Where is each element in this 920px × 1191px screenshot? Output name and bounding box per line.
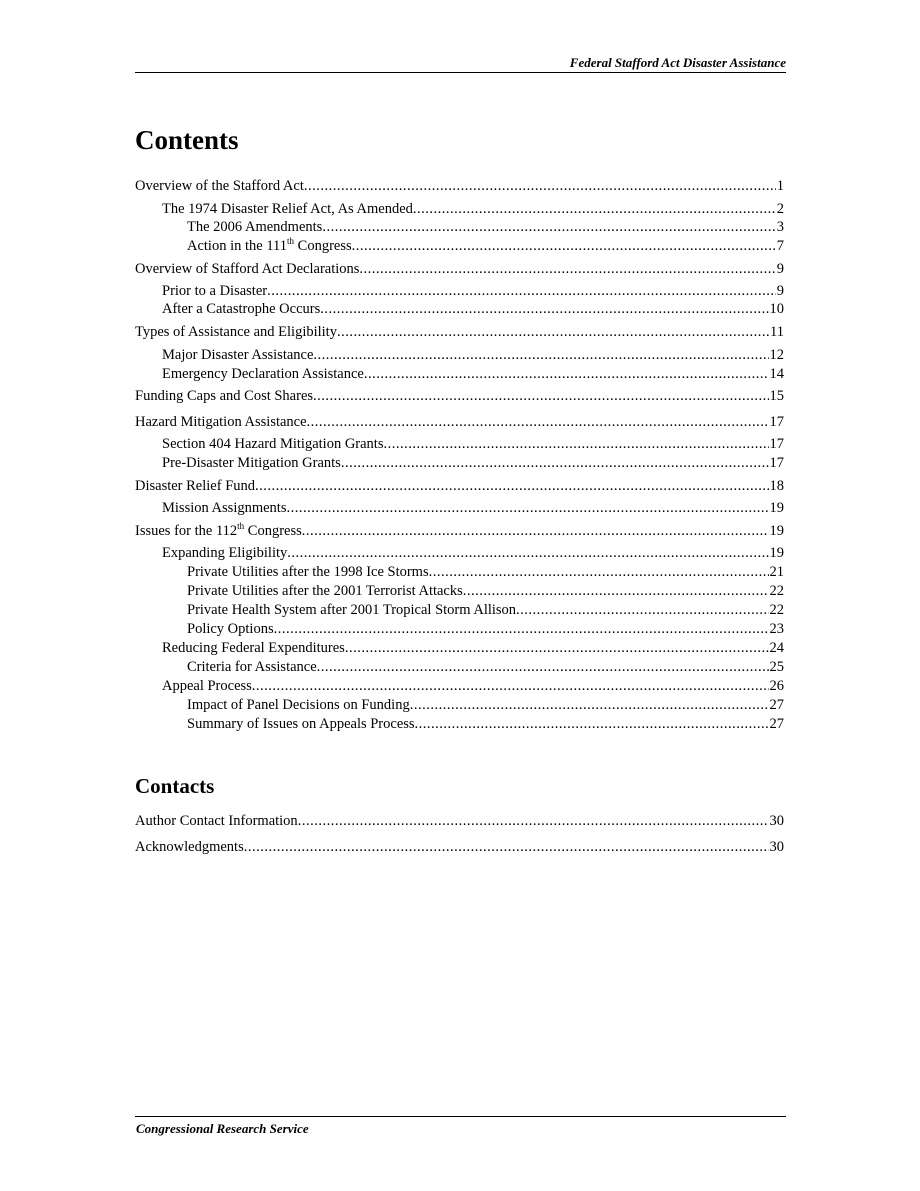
- footer-publisher: Congressional Research Service: [136, 1121, 309, 1136]
- toc-entry-title-rest: Congress: [294, 238, 352, 254]
- toc-entry-title: [135, 838, 244, 856]
- toc-entry[interactable]: [187, 563, 784, 581]
- toc-entry-title-text: Funding Caps and Cost Shares: [135, 388, 314, 404]
- toc-page-number: 27: [769, 697, 784, 713]
- toc-page-number: 10: [769, 301, 784, 317]
- contacts-heading: Contacts: [135, 774, 215, 798]
- toc-dot-leader: [286, 499, 768, 517]
- toc-entry-title-text: Overview of Stafford Act Declarations: [135, 261, 360, 277]
- toc-entry[interactable]: [187, 582, 784, 600]
- toc-dot-leader: [317, 658, 769, 676]
- toc-entry-title-text: Prior to a Disaster: [162, 283, 268, 299]
- toc-entry[interactable]: [187, 218, 784, 236]
- contents-heading: Contents: [135, 125, 239, 155]
- toc-page-number: 22: [769, 602, 784, 618]
- toc-entry-title-text: Issues for the 112: [135, 523, 238, 539]
- toc-page-number: 25: [769, 659, 784, 675]
- toc-entry[interactable]: [162, 435, 784, 453]
- toc-page-number: 12: [769, 347, 784, 363]
- toc-entry[interactable]: [162, 282, 784, 300]
- toc-entry[interactable]: [135, 413, 784, 431]
- toc-page-number: 9: [776, 283, 784, 299]
- toc-dot-leader: [274, 620, 769, 638]
- toc-entry-title-text: After a Catastrophe Occurs: [162, 301, 321, 317]
- toc-dot-leader: [516, 601, 768, 619]
- toc-entry-title: [162, 454, 341, 472]
- toc-entry-ordinal-suffix: th: [287, 237, 295, 247]
- toc-entry-title-text: Action in the 111: [187, 238, 288, 254]
- toc-dot-leader: [352, 237, 776, 255]
- toc-entry-title: [135, 477, 255, 495]
- toc-entry[interactable]: [187, 601, 784, 619]
- toc-page-number: 19: [769, 545, 784, 561]
- toc-entry-title-text: Summary of Issues on Appeals Process: [187, 716, 415, 732]
- toc-entry[interactable]: [135, 477, 784, 495]
- toc-entry-title-text: Section 404 Hazard Mitigation Grants: [162, 436, 384, 452]
- toc-entry-title: [162, 435, 383, 453]
- toc-entry-title-text: The 2006 Amendments: [187, 219, 323, 235]
- toc-entry-title-text: Private Utilities after the 1998 Ice Storms: [187, 564, 429, 580]
- toc-entry-title: [187, 658, 317, 676]
- toc-dot-leader: [320, 300, 768, 318]
- toc-page-number: 3: [776, 219, 784, 235]
- toc-dot-leader: [252, 677, 769, 695]
- toc-entry[interactable]: [135, 838, 784, 856]
- toc-entry-title: [187, 237, 352, 255]
- toc-entry-title: [187, 563, 429, 581]
- toc-entry[interactable]: [187, 696, 784, 714]
- toc-entry[interactable]: [187, 715, 784, 733]
- toc-entry-title: [187, 696, 410, 714]
- toc-page-number: 17: [769, 436, 784, 452]
- toc-entry-title-text: Overview of the Stafford Act: [135, 178, 304, 194]
- toc-entry-title: [162, 544, 287, 562]
- toc-page-number: 17: [769, 455, 784, 471]
- toc-dot-leader: [313, 387, 768, 405]
- toc-entry[interactable]: [135, 387, 784, 405]
- toc-dot-leader: [267, 282, 776, 300]
- toc-entry-title-text: Criteria for Assistance: [187, 659, 317, 675]
- toc-entry-title: [135, 522, 302, 540]
- toc-page-number: 19: [769, 500, 784, 516]
- toc-entry[interactable]: [135, 260, 784, 278]
- toc-entry-title-text: Hazard Mitigation Assistance: [135, 414, 307, 430]
- toc-dot-leader: [304, 177, 776, 195]
- toc-entry-title-text: Emergency Declaration Assistance: [162, 366, 364, 382]
- toc-page-number: 23: [769, 621, 784, 637]
- running-header-title: Federal Stafford Act Disaster Assistance: [569, 55, 786, 70]
- toc-entry[interactable]: [162, 544, 784, 562]
- toc-entry-title: [187, 715, 415, 733]
- running-header: [135, 56, 786, 73]
- toc-entry-title-text: Types of Assistance and Eligibility: [135, 324, 337, 340]
- toc-entry[interactable]: [162, 200, 784, 218]
- toc-dot-leader: [345, 639, 769, 657]
- toc-page-number: 14: [769, 366, 784, 382]
- toc-dot-leader: [383, 435, 768, 453]
- toc-entry[interactable]: [162, 499, 784, 517]
- toc-page-number: 21: [769, 564, 784, 580]
- toc-entry-title: [135, 260, 359, 278]
- toc-entry-title: [135, 323, 337, 341]
- toc-entry-title-text: Mission Assignments: [162, 500, 287, 516]
- toc-entry[interactable]: [135, 812, 784, 830]
- toc-entry[interactable]: [162, 677, 784, 695]
- toc-entry-ordinal-suffix: th: [237, 522, 245, 532]
- toc-entry[interactable]: [135, 323, 784, 341]
- toc-entry-title-text: Policy Options: [187, 621, 274, 637]
- toc-entry-title-text: Pre-Disaster Mitigation Grants: [162, 455, 341, 471]
- toc-page-number: 27: [769, 716, 784, 732]
- toc-dot-leader: [413, 200, 776, 218]
- toc-dot-leader: [415, 715, 769, 733]
- toc-entry-title: [135, 413, 307, 431]
- toc-entry[interactable]: [187, 620, 784, 638]
- toc-entry-title-text: Private Health System after 2001 Tropical Storm Allison: [187, 602, 517, 618]
- toc-dot-leader: [429, 563, 769, 581]
- toc-page-number: 1: [776, 178, 784, 194]
- toc-page-number: 2: [776, 201, 784, 217]
- toc-entry-title-text: Author Contact Information: [135, 813, 298, 829]
- toc-entry-title-text: Acknowledgments: [135, 839, 244, 855]
- toc-page-number: 9: [776, 261, 784, 277]
- toc-page-number: 24: [769, 640, 784, 656]
- toc-entry-title-text: Major Disaster Assistance: [162, 347, 314, 363]
- toc-entry-title-text: Impact of Panel Decisions on Funding: [187, 697, 410, 713]
- toc-entry-title-text: The 1974 Disaster Relief Act, As Amended: [162, 201, 413, 217]
- toc-entry-title-rest: Congress: [244, 523, 302, 539]
- toc-entry-title: [162, 365, 364, 383]
- toc-entry-title: [135, 387, 313, 405]
- toc-entry[interactable]: [187, 658, 784, 676]
- toc-page-number: 26: [769, 678, 784, 694]
- toc-entry-title-text: Disaster Relief Fund: [135, 478, 256, 494]
- toc-entry[interactable]: [162, 454, 784, 472]
- toc-entry-title: [162, 677, 252, 695]
- toc-page-number: 19: [769, 523, 784, 539]
- toc-entry[interactable]: [162, 365, 784, 383]
- toc-entry[interactable]: [187, 237, 784, 255]
- toc-page-number: 15: [769, 388, 784, 404]
- toc-entry-title-text: Expanding Eligibility: [162, 545, 288, 561]
- toc-dot-leader: [337, 323, 769, 341]
- toc-page-number: 22: [769, 583, 784, 599]
- toc-entry[interactable]: [162, 300, 784, 318]
- toc-entry-title: [187, 218, 322, 236]
- toc-entry-title: [162, 282, 267, 300]
- toc-entry-title: [162, 200, 413, 218]
- toc-entry-title: [162, 346, 313, 364]
- toc-entry-title: [162, 639, 345, 657]
- toc-page-number: 7: [776, 238, 784, 254]
- toc-page-number: 17: [769, 414, 784, 430]
- toc-entry-title: [162, 499, 286, 517]
- toc-page-number: 11: [770, 324, 784, 340]
- toc-dot-leader: [307, 413, 769, 431]
- toc-entry-title: [187, 620, 274, 638]
- toc-dot-leader: [322, 218, 775, 236]
- toc-dot-leader: [341, 454, 769, 472]
- toc-dot-leader: [463, 582, 769, 600]
- toc-entry-title: [162, 300, 320, 318]
- toc-dot-leader: [255, 477, 768, 495]
- toc-page-number: 30: [769, 839, 784, 855]
- toc-dot-leader: [313, 346, 768, 364]
- running-footer: [135, 1116, 786, 1136]
- toc-dot-leader: [244, 838, 769, 856]
- toc-entry-title-text: Private Utilities after the 2001 Terrorist Attacks: [187, 583, 463, 599]
- toc-entry-title: [187, 601, 516, 619]
- toc-entry[interactable]: [162, 346, 784, 364]
- toc-dot-leader: [364, 365, 769, 383]
- toc-page-number: 18: [769, 478, 784, 494]
- toc-dot-leader: [410, 696, 769, 714]
- toc-entry[interactable]: [135, 177, 784, 195]
- toc-dot-leader: [298, 812, 769, 830]
- toc-entry-title-text: Appeal Process: [162, 678, 252, 694]
- toc-entry[interactable]: [162, 639, 784, 657]
- toc-entry-title: [135, 177, 304, 195]
- toc-page-number: 30: [769, 813, 784, 829]
- toc-entry-title-text: Reducing Federal Expenditures: [162, 640, 345, 656]
- toc-dot-leader: [359, 260, 775, 278]
- toc-entry-title: [135, 812, 298, 830]
- toc-entry[interactable]: [135, 522, 784, 540]
- toc-entry-title: [187, 582, 463, 600]
- toc-dot-leader: [302, 522, 769, 540]
- toc-dot-leader: [287, 544, 768, 562]
